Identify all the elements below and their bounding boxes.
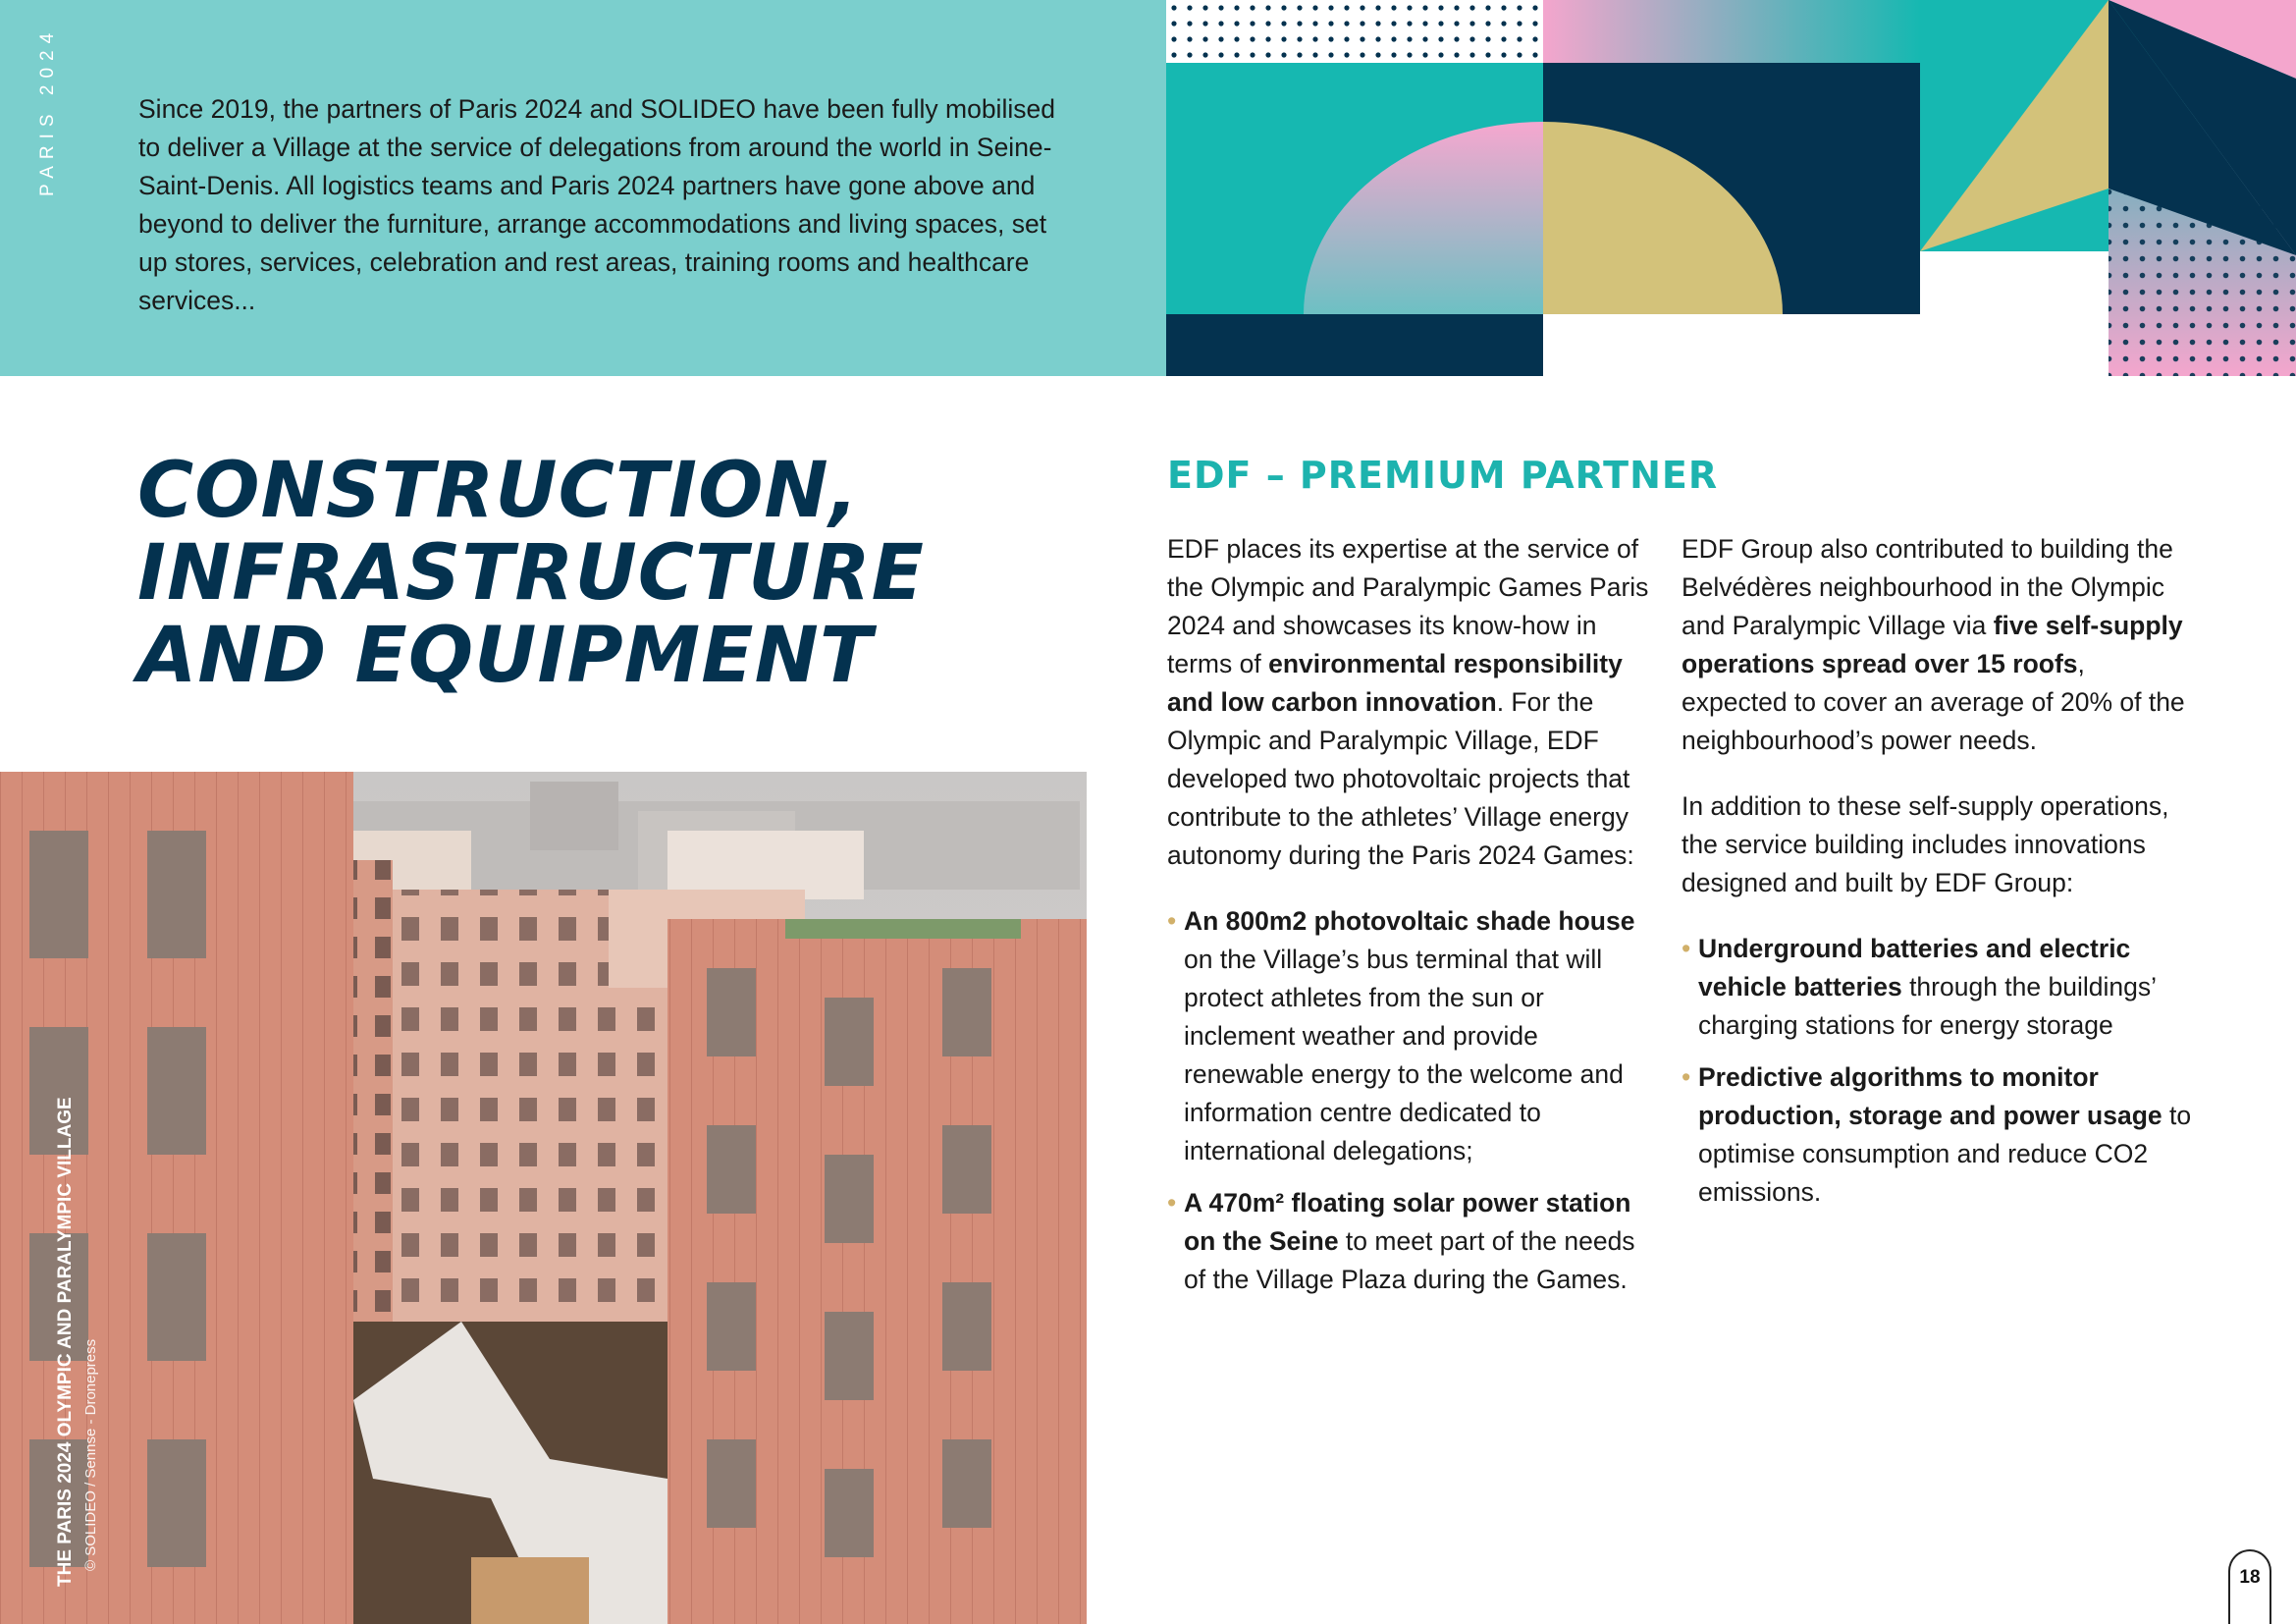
village-photo-illustration [0,772,1087,1624]
col1-para-text-b: . For the Olympic and Paralympic Village, EDF developed two photovoltaic projects that contribute to the athletes’ Village energy autonomy during the Paris 2024 Games: [1167,687,1634,870]
col2-para-text-a: EDF Group also contributed to building the Belvédères neighbourhood in the Olympic and Paralympic Village via [1682,534,2173,640]
headline-line-1: CONSTRUCTION, [137,447,860,535]
side-label: PARIS 2024 [37,26,58,196]
col2-bullet-list [1682,930,2192,1212]
intro-paragraph: Since 2019, the partners of Paris 2024 and SOLIDEO have been fully mobilised to deliver a Village at the service of delegations from around the world in Seine-Saint-Denis. All logistics teams and Paris 2024 partners have gone above and beyond to deliver the furniture, arrange accommodations and living spaces, set up stores, services, celebration and rest areas, training rooms and healthcare services... [138,94,1055,315]
list-item [1167,1184,1658,1299]
bullet-dot-icon: • [1167,1188,1177,1218]
page-number-tab [2228,1549,2271,1624]
section-heading: EDF – PREMIUM PARTNER [1167,454,1719,497]
page-number: 18 [2239,1567,2261,1588]
col1-bullet-list [1167,902,1658,1299]
column-right [1682,530,2192,1225]
column-left [1167,530,1658,1313]
page-headline [137,447,925,700]
col1-paragraph [1167,530,1658,875]
list-item [1682,930,2192,1045]
list-item-bold: A 470m² floating solar power station on the Seine [1184,1188,1631,1256]
list-item-bold: Underground batteries and electric vehicle batteries [1698,934,2131,1001]
bullet-dot-icon: • [1682,1062,1691,1092]
village-photo [0,772,1087,1624]
list-item-text: on the Village’s bus terminal that will protect athletes from the sun or inclement weather and provide renewable energy to the welcome and information centre dedicated to international delegations; [1184,945,1624,1165]
bullet-dot-icon: • [1167,906,1177,936]
list-item [1682,1058,2192,1212]
photo-credit: © SOLIDEO / Sennse - Dronepress [82,1338,99,1571]
list-item-bold: Predictive algorithms to monitor production, storage and power usage [1698,1062,2163,1130]
headline-line-2: INFRASTRUCTURE [137,529,925,618]
list-item-text: to meet part of the needs of the Village Plaza during the Games. [1184,1226,1635,1294]
headline-line-3: AND EQUIPMENT [137,612,874,700]
list-item [1167,902,1658,1170]
photo-caption: THE PARIS 2024 OLYMPIC AND PARALYMPIC VILLAGE [55,1097,76,1587]
geometric-pattern [1166,0,2296,376]
list-item-text: through the buildings’ charging stations for energy storage [1698,972,2157,1040]
col1-para-text-a: EDF places its expertise at the service of the Olympic and Paralympic Games Paris 2024 and showcases its know-how in terms of [1167,534,1649,678]
list-item-bold: An 800m2 photovoltaic shade house [1184,906,1635,936]
col2-paragraph-2: In addition to these self-supply operations, the service building includes innovations designed and built by EDF Group: [1682,791,2169,897]
col1-para-bold: environmental responsibility and low carbon innovation [1167,649,1623,717]
list-item-text: to optimise consumption and reduce CO2 emissions. [1698,1101,2192,1207]
bullet-dot-icon: • [1682,934,1691,963]
col2-para-bold: five self-supply operations spread over 15 roofs [1682,611,2183,678]
col2-paragraph-1 [1682,530,2192,760]
col2-para-text-b: , expected to cover an average of 20% of the neighbourhood’s power needs. [1682,649,2185,755]
